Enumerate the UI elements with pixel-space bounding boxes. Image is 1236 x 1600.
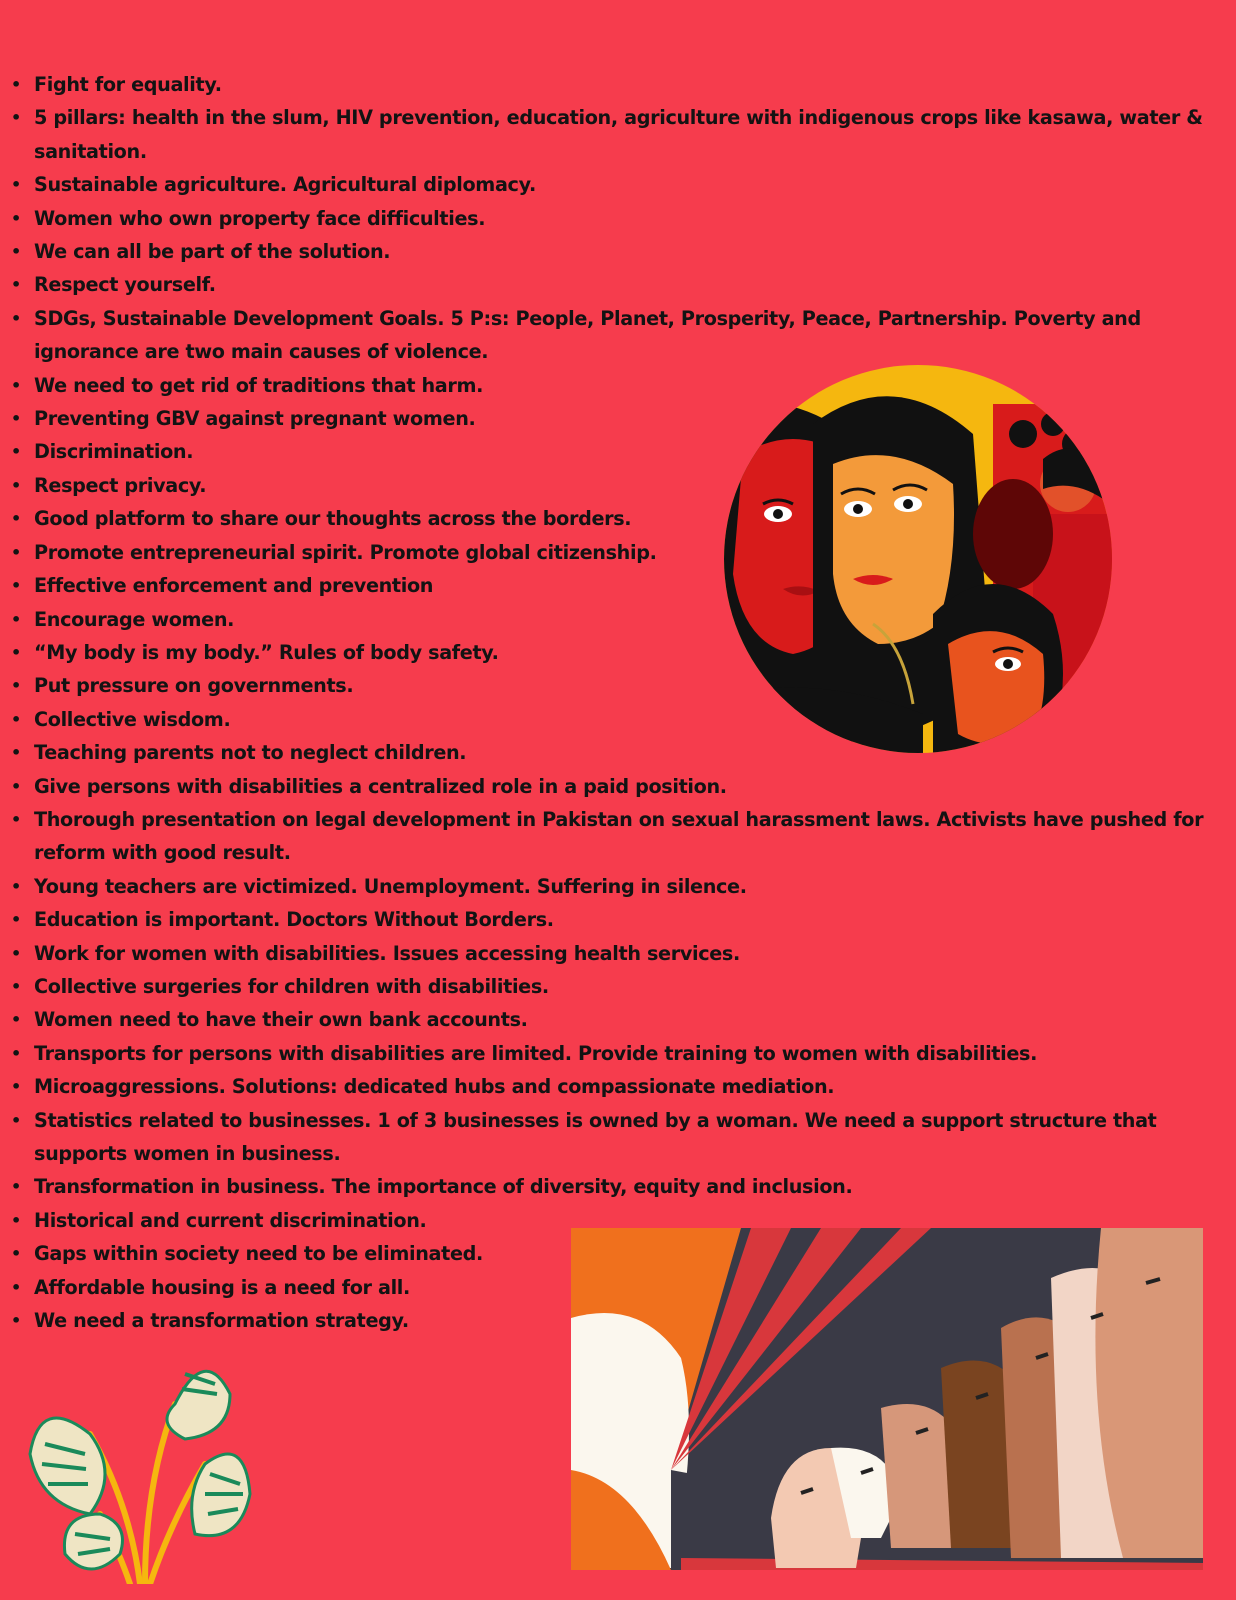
list-item: • Transports for persons with disabilities are limited. Provide training to women with disabilities. bbox=[34, 1037, 1229, 1070]
list-item: • Affordable housing is a need for all. bbox=[34, 1271, 1229, 1304]
list-item: • We need a transformation strategy. bbox=[34, 1304, 1229, 1337]
list-item: • Education is important. Doctors Without Borders. bbox=[34, 903, 1229, 936]
list-item: • Young teachers are victimized. Unemployment. Suffering in silence. bbox=[34, 870, 1229, 903]
list-item: • Put pressure on governments. bbox=[34, 669, 1229, 702]
list-item: • Good platform to share our thoughts across the borders. bbox=[34, 502, 1229, 535]
list-item: • We can all be part of the solution. bbox=[34, 235, 1229, 268]
list-item: • Discrimination. bbox=[34, 435, 1229, 468]
list-item: • 5 pillars: health in the slum, HIV prevention, education, agriculture with indigenous crops like kasawa, water & sanitation. bbox=[34, 101, 1229, 168]
list-item: • Respect privacy. bbox=[34, 469, 1229, 502]
plant-illustration bbox=[20, 1344, 252, 1584]
women-faces-circle-illustration bbox=[723, 364, 1113, 754]
list-item: • Give persons with disabilities a centralized role in a paid position. bbox=[34, 770, 1229, 803]
list-item: • SDGs, Sustainable Development Goals. 5 P:s: People, Planet, Prosperity, Peace, Partnership. Poverty and ignorance are two main causes of violence. bbox=[34, 302, 1154, 369]
list-item: • Collective surgeries for children with disabilities. bbox=[34, 970, 1229, 1003]
list-item: • Statistics related to businesses. 1 of 3 businesses is owned by a woman. We need a support structure that supports women in business. bbox=[34, 1104, 1229, 1171]
list-item: • We need to get rid of traditions that harm. bbox=[34, 369, 1229, 402]
list-item: • Women who own property face difficulties. bbox=[34, 202, 1229, 235]
list-item: • Transformation in business. The importance of diversity, equity and inclusion. bbox=[34, 1170, 1229, 1203]
list-item: • Historical and current discrimination. bbox=[34, 1204, 1229, 1237]
list-item: • Teaching parents not to neglect children. bbox=[34, 736, 1229, 769]
list-item: • Women need to have their own bank accounts. bbox=[34, 1003, 1229, 1036]
women-profiles-megaphone-illustration bbox=[571, 1228, 1203, 1570]
list-item: • “My body is my body.” Rules of body safety. bbox=[34, 636, 1229, 669]
list-item: • Promote entrepreneurial spirit. Promote global citizenship. bbox=[34, 536, 1229, 569]
list-item: • Collective wisdom. bbox=[34, 703, 1229, 736]
list-item: • Sustainable agriculture. Agricultural diplomacy. bbox=[34, 168, 1229, 201]
list-item: • Preventing GBV against pregnant women. bbox=[34, 402, 1229, 435]
list-item: • Gaps within society need to be eliminated. bbox=[34, 1237, 1229, 1270]
list-item: • Microaggressions. Solutions: dedicated hubs and compassionate mediation. bbox=[34, 1070, 1229, 1103]
list-item: • Encourage women. bbox=[34, 603, 1229, 636]
list-item: • Thorough presentation on legal development in Pakistan on sexual harassment laws. Activists have pushed for reform with good result. bbox=[34, 803, 1209, 870]
list-item: • Respect yourself. bbox=[34, 268, 1229, 301]
list-item: • Fight for equality. bbox=[34, 68, 1229, 101]
list-item: • Work for women with disabilities. Issues accessing health services. bbox=[34, 937, 1229, 970]
list-item: • Effective enforcement and prevention bbox=[34, 569, 1229, 602]
